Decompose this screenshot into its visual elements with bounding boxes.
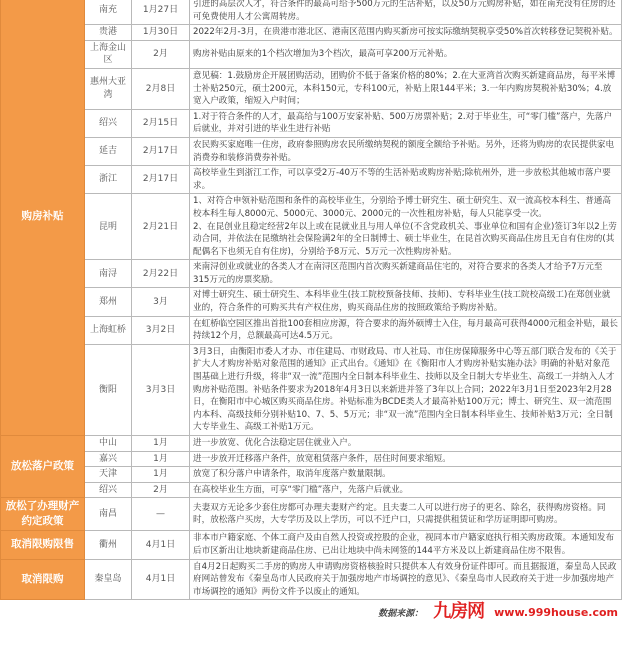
content-cell: 引进的高层次人才，符合条件的最高可给予500万元的生活补贴，以及50万元购房补贴，如在南充没有住房的还可免费使用人才公寓周转房。 (190, 0, 622, 25)
table-row (1, 40, 622, 68)
date-cell: 2月17日 (132, 137, 190, 165)
city-cell: 秦皇岛 (85, 559, 132, 600)
content-cell: 夫妻双方无论多少套住房都可办理夫妻财产约定。且夫妻二人可以进行房子的更名、除名，获得购房资格。同时，放松落户买房，大专学历及以上学历，可以不迁户口，只需提供租赁证和学历证明即可购房。 (190, 498, 622, 531)
city-cell: 衢州 (85, 531, 132, 559)
content-cell: 在高校毕业生方面，可享“零门槛”落户，先落户后就业。 (190, 482, 622, 498)
date-cell: 3月2日 (132, 316, 190, 344)
city-cell: 南充 (85, 0, 132, 25)
category-cell: 放松落户政策 (1, 436, 85, 498)
date-cell: 2月17日 (132, 166, 190, 194)
date-cell: 3月 (132, 288, 190, 316)
table-row (1, 166, 622, 194)
content-cell: 在虹桥临空园区推出首批100套相应房源，符合要求的海外硕博士入住，每月最高可获得4000元租金补贴，最长持续12个月，总额最高可达4.5万元。 (190, 316, 622, 344)
content-cell: 进一步放开迁移落户条件，放宽租赁落户条件，居住时间要求缩短。 (190, 451, 622, 467)
content-cell: 来南浔创业或就业的各类人才在南浔区范围内首次购买新建商品住宅的，对符合要求的各类人才给予7万元至315万元的房票奖励。 (190, 260, 622, 288)
table-row (1, 260, 622, 288)
category-cell: 取消限购 (1, 559, 85, 600)
city-cell: 南浔 (85, 260, 132, 288)
city-cell: 上海虹桥 (85, 316, 132, 344)
data-source-label: 数据来源： (378, 608, 424, 619)
date-cell: 4月1日 (132, 559, 190, 600)
table-row (1, 25, 622, 41)
date-cell: 2月21日 (132, 194, 190, 260)
city-cell: 绍兴 (85, 109, 132, 137)
city-cell: 上海金山区 (85, 40, 132, 68)
date-cell: 1月30日 (132, 25, 190, 41)
date-cell: 1月27日 (132, 0, 190, 25)
city-cell: 嘉兴 (85, 451, 132, 467)
city-cell: 南昌 (85, 498, 132, 531)
content-cell: 1、对符合申领补贴范围和条件的高校毕业生，分别给予博士研究生、硕士研究生、双一流高校本科生、普通高校本科生每人8000元、5000元、3000元、2000元的一次性租房补贴，每人只能享受一次。 2、在昆创业且稳定经营2年以上或在昆就业且与用人单位(不含党政机关、事业单位和国有企业)签订3年以2上劳动合同，并依法在昆缴纳社会保险满2年的全日制博士、硕士毕业生，在昆首次购买商品住房且无自有住房的(其配偶名下也须无自有住房)，分别给予8万元、5万元一次性购房补贴。 (190, 194, 622, 260)
table-row (1, 109, 622, 137)
date-cell: 2月 (132, 40, 190, 68)
content-cell: 自4月2日起购买二手房的购房人申请购房资格核验时只提供本人有效身份证件即可。而且据报道，秦皇岛人民政府网站曾发布《秦皇岛市人民政府关于加强房地产市场调控的意见》、《秦皇岛市人民政府关于进一步加强房地产市场调控的通知》两份文件予以废止的通知。 (190, 559, 622, 600)
category-cell: 放松了办理财产约定政策 (1, 498, 85, 531)
content-cell: 意见稿：1.鼓励房企开展团购活动，团购价不低于备案价格的80%；2.在大亚湾首次购买新建商品房，每平米博士补贴250元，硕士200元，本科150元，专科100元，补贴上限144平米；3.一年内购房契税补贴30%；4.放宽入户政策，缩短入户时间； (190, 68, 622, 109)
city-cell: 贵港 (85, 25, 132, 41)
table-row (1, 451, 622, 467)
date-cell: 2月 (132, 482, 190, 498)
date-cell: 2月8日 (132, 68, 190, 109)
content-cell: 3月3日，由衡阳市委人才办、市住建局、市财政局、市人社局、市住房保障服务中心等五部门联合发布的《关于扩大人才购房补贴对象范围的通知》正式出台。《通知》在《衡阳市人才购房补贴实施办法》明确的补贴对象范围基础上进行升级，将非“双一流”范围内全日制本科毕业生、技师以及全日制大专毕业生、高级工一并纳入人才购房补贴范围。补贴条件要求为2018年4月3日以来新进并签了3年以上合同；2022年3月1日至2023年2月28日，在衡阳市中心城区购买商品住房。补贴标准为BCDE类人才最高补贴100万元；博士、研究生、双一流范围内本科、高级技师分别补贴10、7、5、5万元；非“双一流”范围内全日制本科毕业生、技师补贴3万元；全日制大专毕业生、高级工补贴1万元。 (190, 344, 622, 435)
content-cell: 放宽了积分落户申请条件，取消年度落户数量限制。 (190, 467, 622, 483)
table-row (1, 482, 622, 498)
table-row (1, 467, 622, 483)
table-row (1, 288, 622, 316)
content-cell: 2022年2月-3月，在贵港市港北区、港南区范围内购买新房可按实际缴纳契税享受50%首次转移登记契税补贴。 (190, 25, 622, 41)
content-cell: 高校毕业生到浙江工作，可以享受2万-40万不等的生活补贴或购房补贴;除杭州外，进一步放松其他城市落户要求。 (190, 166, 622, 194)
city-cell: 绍兴 (85, 482, 132, 498)
table-row (1, 137, 622, 165)
table-row (1, 316, 622, 344)
date-cell: 1月 (132, 436, 190, 452)
date-cell: 3月3日 (132, 344, 190, 435)
content-cell: 购房补贴由原来的1个档次增加为3个档次，最高可享200万元补贴。 (190, 40, 622, 68)
watermark-url: www.999house.com (494, 605, 618, 619)
table-row (1, 531, 622, 559)
watermark-logo: 九房网 (433, 601, 485, 623)
category-cell: 购房补贴 (1, 0, 85, 436)
date-cell: 2月22日 (132, 260, 190, 288)
date-cell: 4月1日 (132, 531, 190, 559)
table-row (1, 68, 622, 109)
city-cell: 衡阳 (85, 344, 132, 435)
date-cell: 1月 (132, 451, 190, 467)
content-cell: 进一步放宽、优化合法稳定居住就业入户。 (190, 436, 622, 452)
city-cell: 惠州大亚湾 (85, 68, 132, 109)
date-cell: 1月 (132, 467, 190, 483)
content-cell: 农民购买家庭唯一住房，政府参照购房农民所缴纳契税的额度全额给予补贴。另外，还将为购房的农民提供家电消费券和装修消费券补贴。 (190, 137, 622, 165)
footer (0, 600, 618, 624)
table-row (1, 0, 622, 25)
content-cell: 非本市户籍家庭、个体工商户及由自然人投资或控股的企业，视同本市户籍家庭执行相关购房政策。本通知发布后市区新出让地块新建商品住房、已出让地块中尚未网签的144平方米及以上新建商品住房不限售。 (190, 531, 622, 559)
table-row (1, 559, 622, 600)
table-row (1, 436, 622, 452)
table-row (1, 498, 622, 531)
city-cell: 昆明 (85, 194, 132, 260)
content-cell: 对博士研究生、硕士研究生、本科毕业生(技工院校预备技师、技师)、专科毕业生(技工院校高级工)在郑创业就业的，符合条件的可购买共有产权住房，购买商品住房的按照政策给予购房补贴。 (190, 288, 622, 316)
table-row (1, 344, 622, 435)
city-cell: 中山 (85, 436, 132, 452)
content-cell: 1.对于符合条件的人才，最高给与100万安家补贴、500万房票补贴；2.对于毕业生，可“零门槛”落户，先落户后就业，并对引进的毕业生进行补贴 (190, 109, 622, 137)
date-cell: 2月15日 (132, 109, 190, 137)
date-cell: — (132, 498, 190, 531)
table-row (1, 194, 622, 260)
city-cell: 延吉 (85, 137, 132, 165)
category-cell: 取消限购限售 (1, 531, 85, 559)
city-cell: 天津 (85, 467, 132, 483)
city-cell: 郑州 (85, 288, 132, 316)
city-cell: 浙江 (85, 166, 132, 194)
